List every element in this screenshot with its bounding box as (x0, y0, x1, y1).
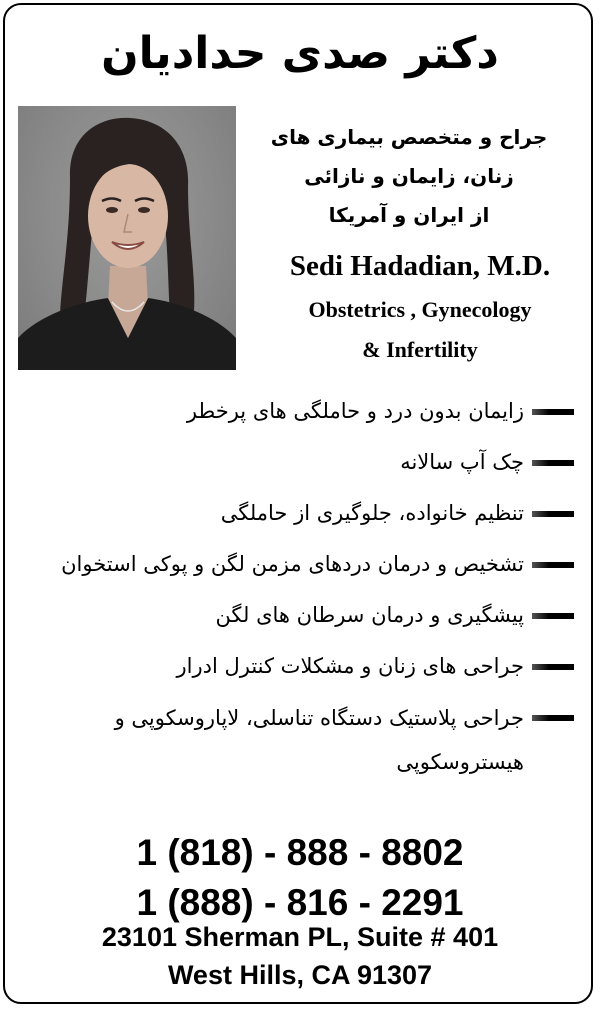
phone-numbers (0, 828, 600, 928)
service-text: جراحی های زنان و مشکلات کنترل ادرار (176, 654, 524, 678)
doctor-photo (18, 106, 236, 370)
dash-bullet-icon (532, 460, 574, 466)
address (0, 918, 600, 994)
service-text: زایمان بدون درد و حاملگی های پرخطر (186, 399, 524, 423)
dash-bullet-icon (532, 409, 574, 415)
address-line: West Hills, CA 91307 (167, 960, 433, 990)
service-text: پیشگیری و درمان سرطان های لگن (215, 603, 524, 627)
phone-number: 1 (888) - 816 - 2291 (136, 882, 464, 923)
doctor-name-english: Sedi Hadadian, M.D. (289, 250, 551, 282)
service-item (54, 539, 574, 590)
specialty-english-line: & Infertility (362, 337, 478, 362)
service-item (54, 437, 574, 488)
services-list (54, 386, 574, 784)
specialty-persian-line: جراح و متخصص بیماری های (270, 125, 548, 149)
service-text: جراحی پلاستیک دستگاه تناسلی، لاپاروسکوپی و هیستروسکوپی (114, 706, 524, 774)
service-text: تشخیص و درمان دردهای مزمن لگن و پوکی استخوان (61, 552, 524, 576)
service-text: تنظیم خانواده، جلوگیری از حاملگی (220, 501, 524, 525)
specialty-persian-line: زنان، زایمان و نازائی (304, 164, 514, 188)
address-line: 23101 Sherman PL, Suite # 401 (101, 922, 499, 952)
dash-bullet-icon (532, 664, 574, 670)
service-item (54, 641, 574, 692)
service-item (54, 386, 574, 437)
specialty-english (244, 290, 596, 370)
service-text: چک آپ سالانه (400, 450, 524, 474)
specialty-english-line: Obstetrics , Gynecology (308, 297, 532, 322)
dash-bullet-icon (532, 613, 574, 619)
dash-bullet-icon (532, 715, 574, 721)
service-item (54, 692, 574, 784)
doctor-name-persian: دکتر صدی حدادیان (101, 28, 499, 79)
specialty-persian (244, 118, 574, 235)
service-item (54, 590, 574, 641)
dash-bullet-icon (532, 511, 574, 517)
dash-bullet-icon (532, 562, 574, 568)
phone-number: 1 (818) - 888 - 8802 (136, 832, 464, 873)
service-item (54, 488, 574, 539)
specialty-persian-line: از ایران و آمریکا (328, 203, 490, 227)
